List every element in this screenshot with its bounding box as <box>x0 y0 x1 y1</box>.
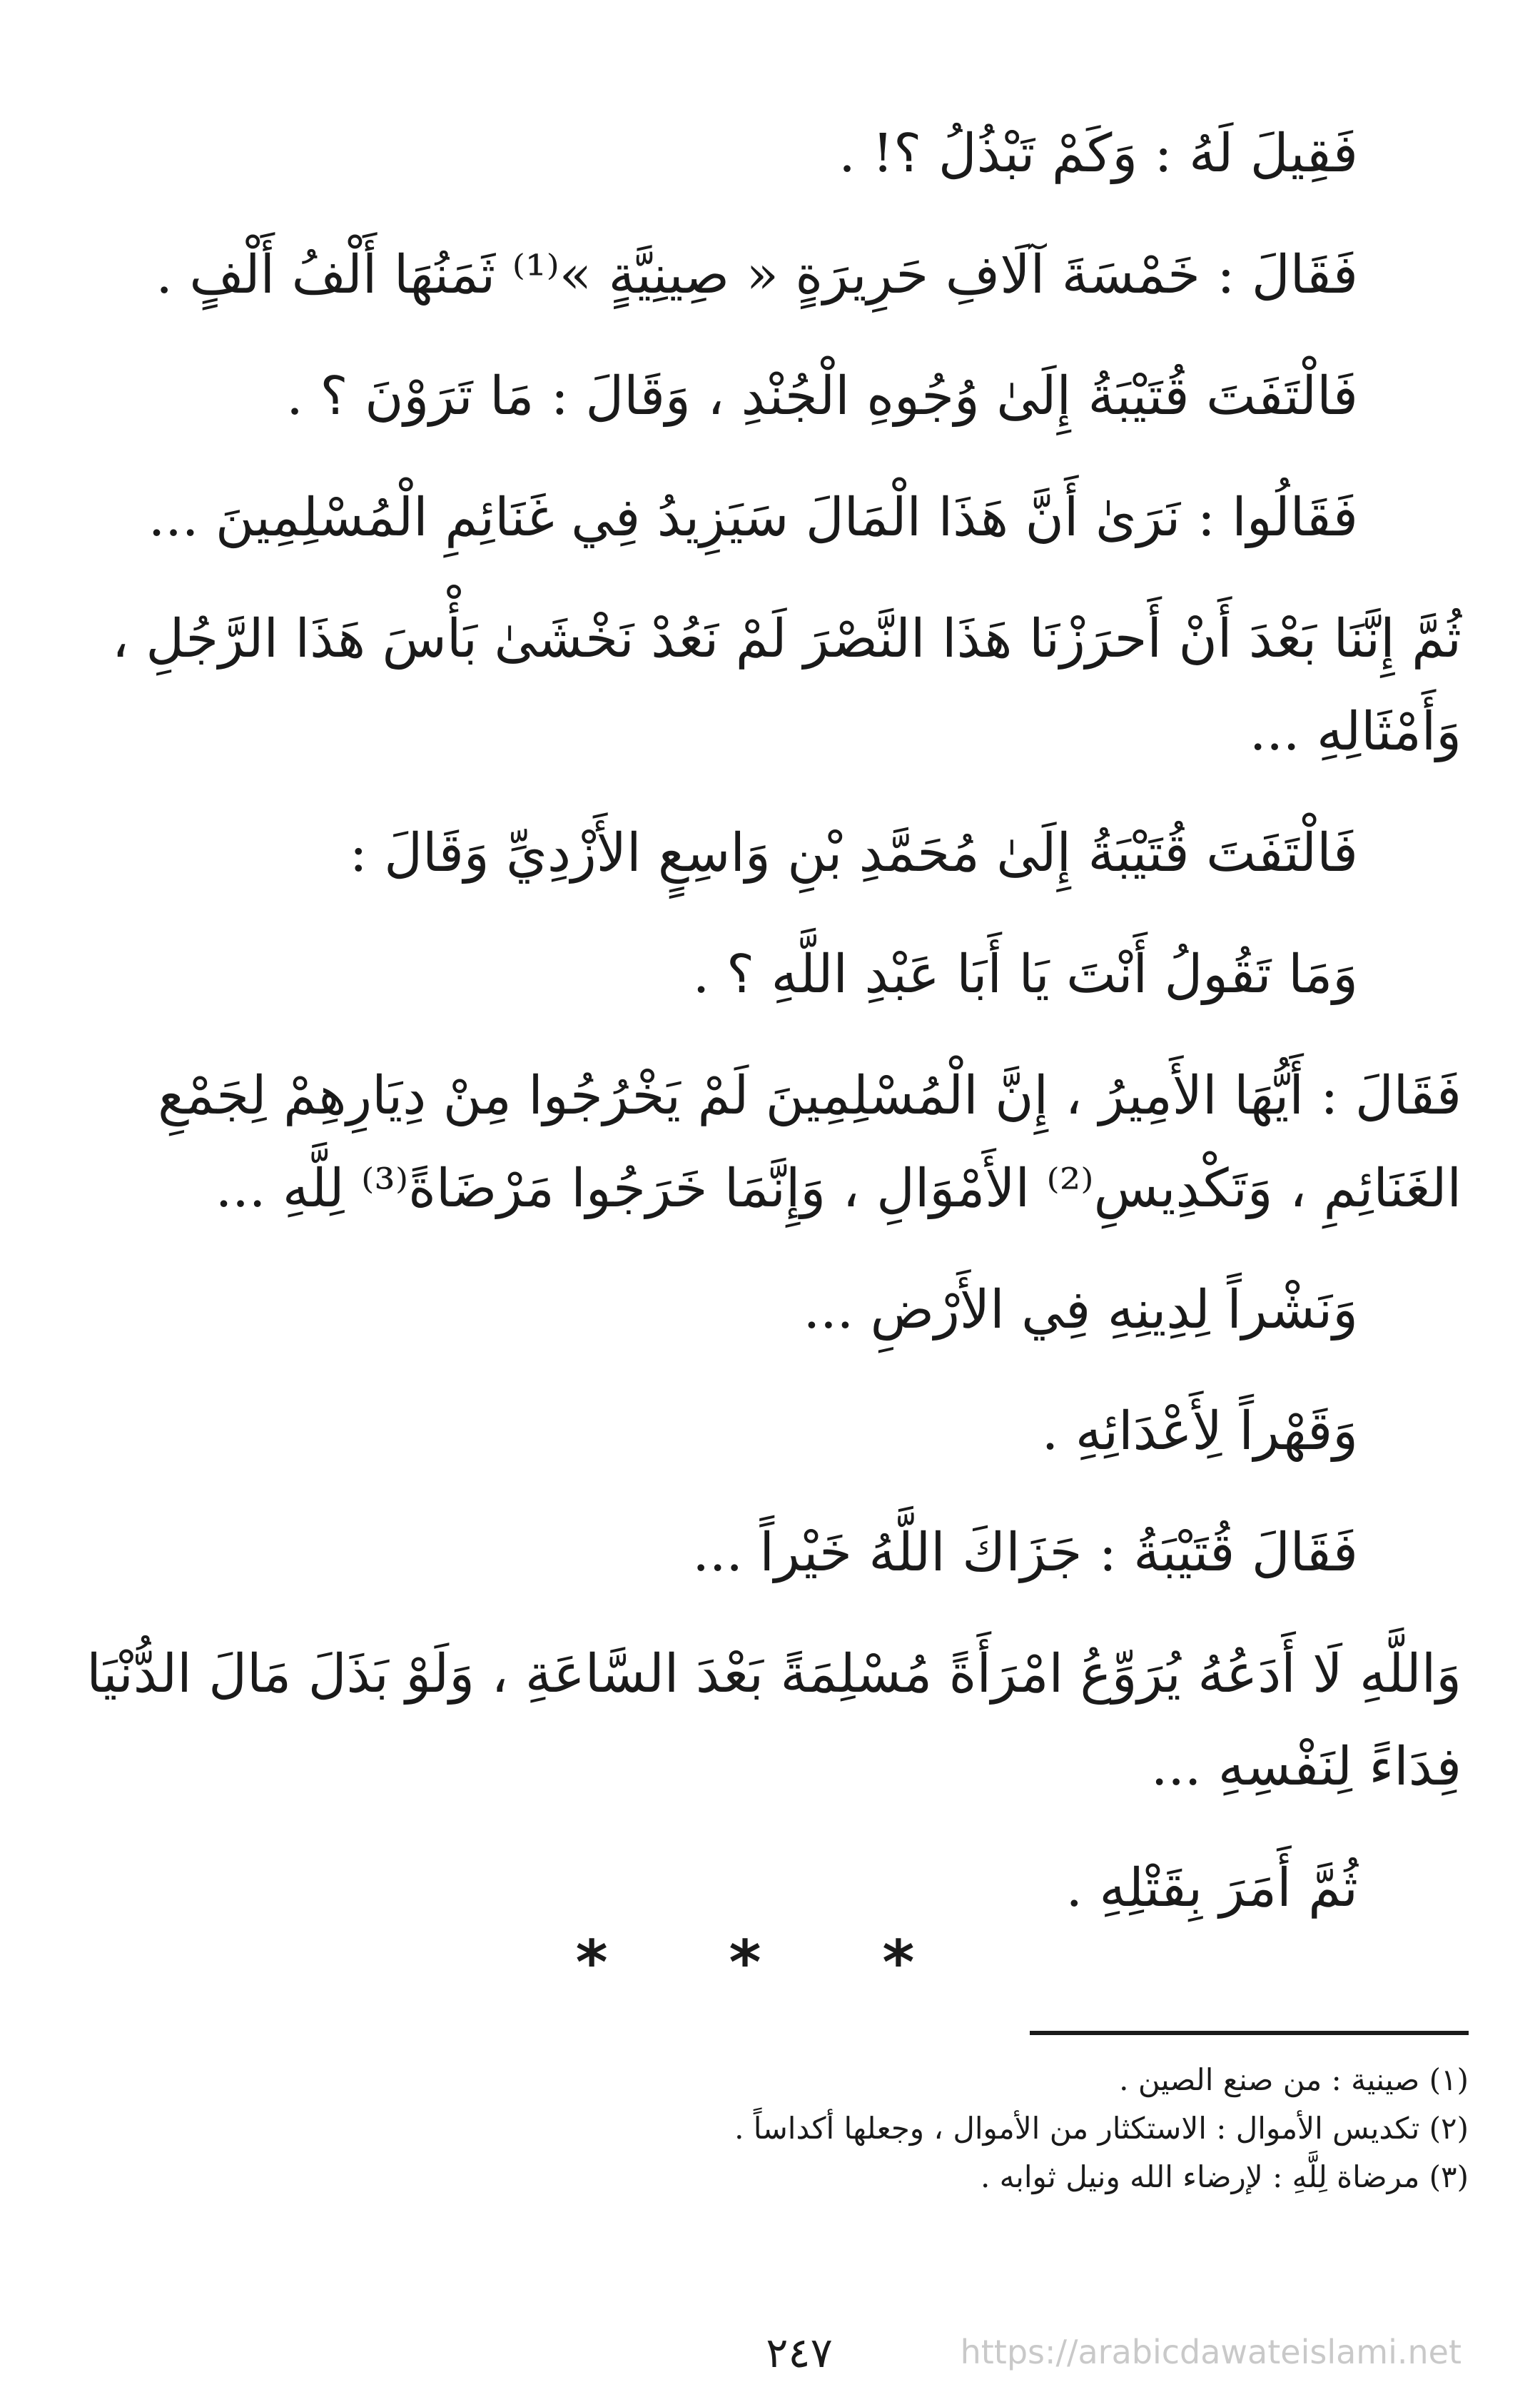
paragraph-10: وَقَهْراً لِأَعْدَائِهِ . <box>1041 1401 1358 1462</box>
footnotes <box>612 2056 1469 2201</box>
section-separator: * * * <box>575 1927 965 1999</box>
paragraph-1: فَقِيلَ لَهُ : وَكَمْ تَبْذُلُ ؟! . <box>839 123 1358 184</box>
paragraph-8: فَقَالَ : أَيُّهَا الأَمِيرُ ، إِنَّ الْمُسْلِمِينَ لَمْ يَخْرُجُوا مِنْ دِيَارِهِمْ لِجَمْعِ الغَنَائِمِ ، وَتَكْدِيسِ⁽²⁾ الأَمْوَالِ ، وَإِنَّمَا خَرَجُوا مَرْضَاةً⁽³⁾ لِلَّهِ ... <box>158 1065 1462 1219</box>
page-number: ٢٤٧ <box>766 2328 833 2377</box>
main-text <box>81 107 1462 1963</box>
footnote-1: (١) صينية : من صنع الصين . <box>1119 2062 1469 2097</box>
paragraph-13: ثُمَّ أَمَرَ بِقَتْلِهِ . <box>1065 1857 1358 1919</box>
paragraph-4: فَقَالُوا : نَرَىٰ أَنَّ هَذَا الْمَالَ سَيَزِيدُ فِي غَنَائِمِ الْمُسْلِمِينَ ... <box>148 487 1358 548</box>
paragraph-11: فَقَالَ قُتَيْبَةُ : جَزَاكَ اللَّهُ خَيْراً ... <box>692 1522 1358 1583</box>
paragraph-2: فَقَالَ : خَمْسَةَ آلَافِ حَرِيرَةٍ « صِينِيَّةٍ »⁽¹⁾ ثَمَنُهَا أَلْفُ أَلْفٍ . <box>156 244 1358 306</box>
watermark-url: https://arabicdawateislami.net <box>960 2333 1462 2371</box>
footnote-2: (٢) تكديس الأموال : الاستكثار من الأموال ، وجعلها أكداساً . <box>734 2111 1469 2146</box>
paragraph-12: وَاللَّهِ لَا أَدَعُهُ يُرَوِّعُ امْرَأَةً مُسْلِمَةً بَعْدَ السَّاعَةِ ، وَلَوْ بَذَلَ مَالَ الدُّنْيَا فِدَاءً لِنَفْسِهِ ... <box>86 1643 1462 1797</box>
paragraph-7: وَمَا تَقُولُ أَنْتَ يَا أَبَا عَبْدِ اللَّهِ ؟ . <box>692 944 1358 1005</box>
paragraph-3: فَالْتَفَتَ قُتَيْبَةُ إِلَىٰ وُجُوهِ الْجُنْدِ ، وَقَالَ : مَا تَرَوْنَ ؟ . <box>286 365 1358 427</box>
footnote-3: (٣) مرضاة لِلَّهِ : لإرضاء الله ونيل ثوابه . <box>980 2159 1469 2194</box>
paragraph-9: وَنَشْراً لِدِينِهِ فِي الأَرْضِ ... <box>803 1279 1358 1341</box>
paragraph-5: ثُمَّ إِنَّنَا بَعْدَ أَنْ أَحرَزْنَا هَذَا النَّصْرَ لَمْ نَعُدْ نَخْشَىٰ بَأْسَ هَذَا الرَّجُلِ ، وَأَمْثَالِهِ ... <box>111 608 1462 762</box>
footnote-divider <box>1030 2031 1469 2035</box>
paragraph-6: فَالْتَفَتَ قُتَيْبَةُ إِلَىٰ مُحَمَّدِ بْنِ وَاسِعٍ الأَزْدِيِّ وَقَالَ : <box>349 822 1358 884</box>
